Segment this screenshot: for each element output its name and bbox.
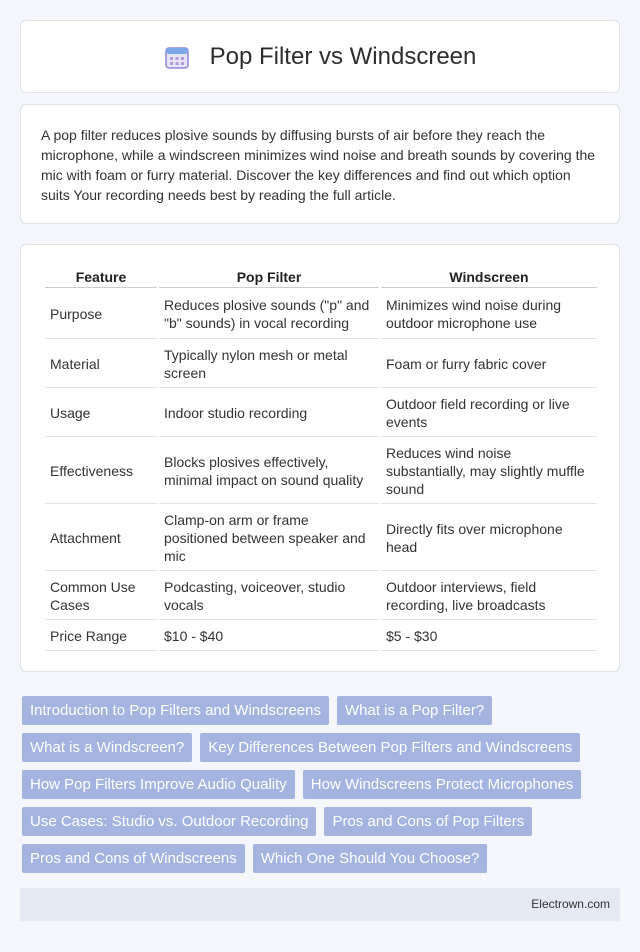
table-row <box>45 506 597 571</box>
tag-row <box>22 844 622 873</box>
tag-link[interactable]: What is a Windscreen? <box>22 733 192 762</box>
cell-feature: Price Range <box>45 622 157 651</box>
tag-link[interactable]: How Pop Filters Improve Audio Quality <box>22 770 295 799</box>
cell-pop-filter: Blocks plosives effectively, minimal impact on sound quality <box>159 439 379 504</box>
tag-row <box>22 770 622 799</box>
tag-link[interactable]: Pros and Cons of Windscreens <box>22 844 245 873</box>
intro-card <box>20 104 620 224</box>
tag-link[interactable]: How Windscreens Protect Microphones <box>303 770 582 799</box>
header-feature: Feature <box>45 267 157 288</box>
title-card <box>20 20 620 93</box>
cell-windscreen: Directly fits over microphone head <box>381 506 597 571</box>
cell-feature: Usage <box>45 390 157 437</box>
tag-link[interactable]: Which One Should You Choose? <box>253 844 488 873</box>
cell-windscreen: Foam or furry fabric cover <box>381 341 597 388</box>
cell-feature: Common Use Cases <box>45 573 157 620</box>
calendar-icon <box>164 44 190 70</box>
cell-pop-filter: Clamp-on arm or frame positioned between speaker and mic <box>159 506 379 571</box>
cell-pop-filter: Podcasting, voiceover, studio vocals <box>159 573 379 620</box>
page-title: Pop Filter vs Windscreen <box>209 42 477 70</box>
topic-tags <box>22 696 622 881</box>
tag-link[interactable]: Key Differences Between Pop Filters and Windscreens <box>200 733 580 762</box>
table-row <box>45 290 597 339</box>
intro-text: A pop filter reduces plosive sounds by diffusing bursts of air before they reach the microphone, while a windscreen minimizes wind noise and breath sounds by covering the mic with foam or furry material. Discover the key differences and find out which option suits Your recording needs best by reading the full article. <box>41 127 596 203</box>
tag-row <box>22 696 622 725</box>
tag-link[interactable]: What is a Pop Filter? <box>337 696 492 725</box>
cell-windscreen: Reduces wind noise substantially, may slightly muffle sound <box>381 439 597 504</box>
cell-windscreen: $5 - $30 <box>381 622 597 651</box>
header-pop-filter: Pop Filter <box>159 267 379 288</box>
cell-pop-filter: Reduces plosive sounds ("p" and "b" sounds) in vocal recording <box>159 290 379 339</box>
cell-feature: Effectiveness <box>45 439 157 504</box>
header-windscreen: Windscreen <box>381 267 597 288</box>
tag-row <box>22 807 622 836</box>
table-row <box>45 439 597 504</box>
comparison-table-card <box>20 244 620 672</box>
cell-feature: Material <box>45 341 157 388</box>
footer-site-name: Electrown.com <box>531 897 610 911</box>
cell-windscreen: Outdoor interviews, field recording, live broadcasts <box>381 573 597 620</box>
tag-row <box>22 733 622 762</box>
cell-feature: Attachment <box>45 506 157 571</box>
table-row <box>45 573 597 620</box>
cell-pop-filter: Indoor studio recording <box>159 390 379 437</box>
cell-windscreen: Minimizes wind noise during outdoor microphone use <box>381 290 597 339</box>
cell-windscreen: Outdoor field recording or live events <box>381 390 597 437</box>
cell-pop-filter: $10 - $40 <box>159 622 379 651</box>
table-row <box>45 622 597 651</box>
table-row <box>45 341 597 388</box>
footer <box>20 888 620 921</box>
cell-feature: Purpose <box>45 290 157 339</box>
table-row <box>45 390 597 437</box>
comparison-table <box>43 265 599 653</box>
cell-pop-filter: Typically nylon mesh or metal screen <box>159 341 379 388</box>
tag-link[interactable]: Use Cases: Studio vs. Outdoor Recording <box>22 807 316 836</box>
tag-link[interactable]: Introduction to Pop Filters and Windscreens <box>22 696 329 725</box>
table-header-row <box>45 267 597 288</box>
tag-link[interactable]: Pros and Cons of Pop Filters <box>324 807 532 836</box>
